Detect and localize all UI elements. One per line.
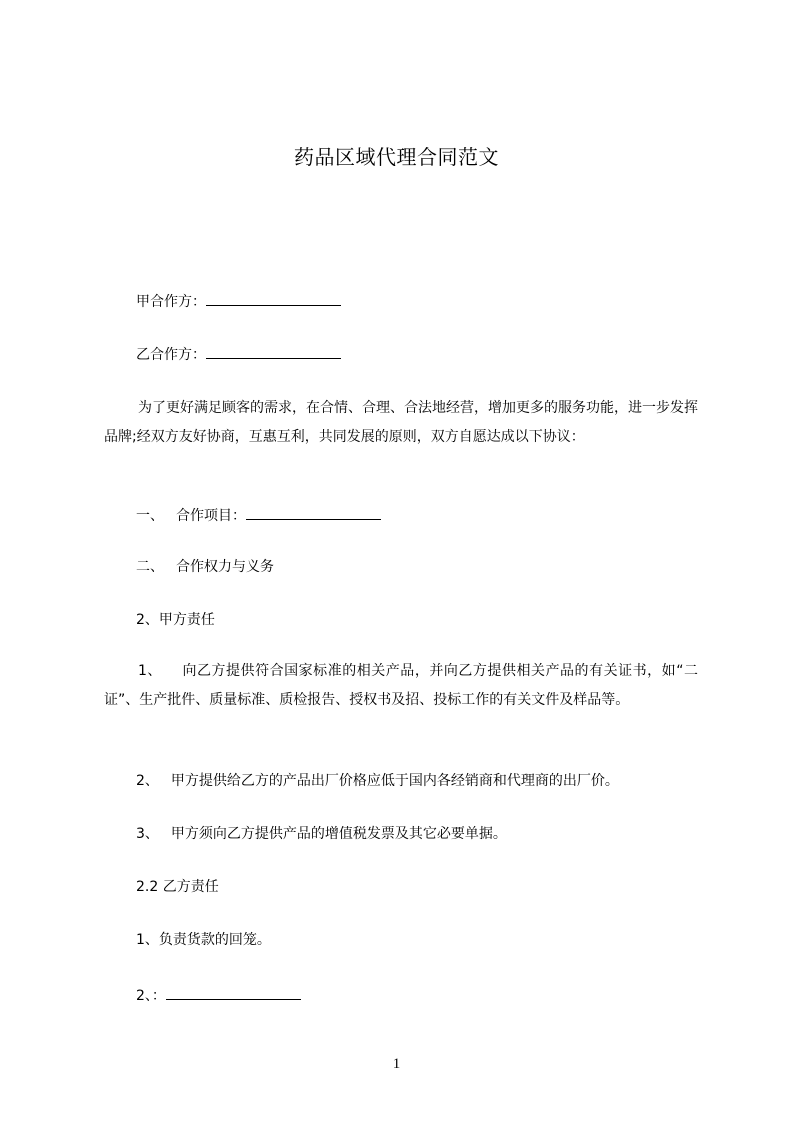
section-1-number: 一、 — [136, 508, 164, 524]
section-1-label: 合作项目： — [176, 508, 246, 524]
party-b-line — [136, 343, 341, 365]
a-item-2-number: 2、 — [136, 773, 159, 789]
a-item-3 — [136, 824, 507, 844]
page-number: 1 — [392, 1056, 401, 1072]
b-item-1: 1、负责货款的回笼。 — [136, 932, 271, 948]
b-item-2-blank — [166, 984, 301, 1000]
section-2-number: 二、 — [136, 559, 164, 575]
a-item-1-text: 向乙方提供符合国家标准的相关产品，并向乙方提供相关产品的有关证书，如“二证”、生产批件、质量标准、质检报告、授权书及招、投标工作的有关文件及样品等。 — [104, 663, 698, 708]
a-item-1-number: 1、 — [138, 663, 162, 679]
section-1-blank — [246, 504, 381, 520]
intro-paragraph: 为了更好满足顾客的需求，在合情、合理、合法地经营，增加更多的服务功能，进一步发挥品牌;经双方友好协商，互惠互利，共同发展的原则，双方自愿达成以下协议： — [104, 400, 698, 445]
party-a-label: 甲合作方： — [136, 294, 206, 310]
a-item-2-text: 甲方提供给乙方的产品出厂价格应低于国内各经销商和代理商的出厂价。 — [170, 773, 619, 789]
a-item-1 — [104, 657, 698, 715]
party-a-duty-heading: 2、甲方责任 — [136, 612, 215, 628]
party-b-label: 乙合作方： — [136, 347, 206, 363]
party-a-line — [136, 290, 341, 312]
a-item-2 — [136, 771, 619, 791]
a-item-3-number: 3、 — [136, 826, 159, 842]
a-item-3-text: 甲方须向乙方提供产品的增值税发票及其它必要单据。 — [170, 826, 507, 842]
section-2-line — [136, 557, 274, 577]
b-item-2-label: 2、： — [136, 988, 166, 1004]
party-b-blank — [206, 343, 341, 359]
b-item-2 — [136, 984, 301, 1006]
party-b-duty-heading: 2.2 乙方责任 — [136, 879, 219, 895]
party-a-blank — [206, 290, 341, 306]
document-title: 药品区域代理合同范文 — [294, 145, 499, 169]
section-2-label: 合作权力与义务 — [176, 559, 274, 575]
section-1-line — [136, 504, 381, 526]
